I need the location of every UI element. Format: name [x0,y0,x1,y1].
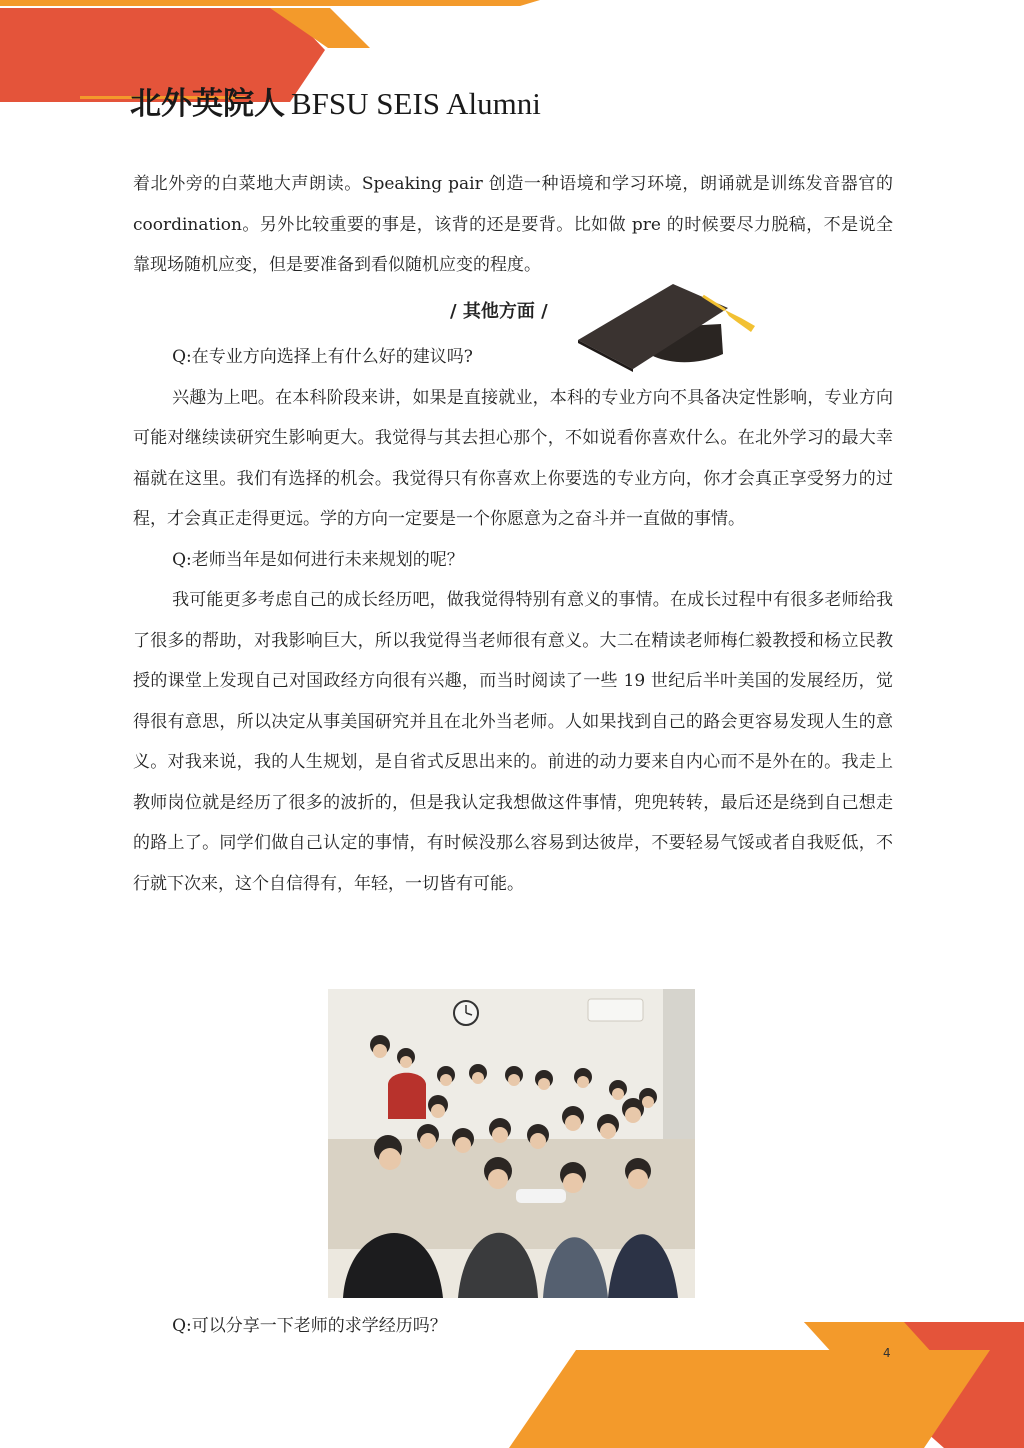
question-2: Q:老师当年是如何进行未来规划的呢？ [172,549,464,570]
paragraph-continued: 着北外旁的白菜地大声朗读。Speaking pair 创造一种语境和学习环境，朗诵就是训练发音器官的 coordination。另外比较重要的事是，该背的还是要背。比如做 pre 的时候要尽力脱稿，不是说全靠现场随机应变，但是要准备到看似随机应变的程度。 [133,174,893,275]
top-text-block [133,164,893,286]
question-3: Q:可以分享一下老师的求学经历吗？ [172,1316,447,1336]
page-number: 4 [883,1346,891,1360]
qa-block [133,337,893,904]
answer-2: 我可能更多考虑自己的成长经历吧，做我觉得特别有意义的事情。在成长过程中有很多老师给我了很多的帮助，对我影响巨大，所以我觉得当老师很有意义。大二在精读老师梅仁毅教授和杨立民教授的课堂上发现自己对国政经方向很有兴趣，而当时阅读了一些 19 世纪后半叶美国的发展经历，觉得很有意思，所以决定从事美国研究并且在北外当老师。人如果找到自己的路会更容易发现人生的意义。对我来说，我的人生规划，是自省式反思出来的。前进的动力要来自内心而不是外在的。我走上教师岗位就是经历了很多的波折的，但是我认定我想做这件事情，兜兜转转，最后还是绕到自己想走的路上了。同学们做自己认定的事情，有时候没那么容易到达彼岸，不要轻易气馁或者自我贬低，不行就下次来，这个自信得有，年轻，一切皆有可能。 [133,590,893,894]
title-chinese: 北外英院人 [130,86,285,121]
class-photo [328,989,695,1298]
title-english: BFSU SEIS Alumni [291,86,541,121]
question-1: Q:在专业方向选择上有什么好的建议吗? [172,347,473,367]
section-heading: / 其他方面 / [450,301,548,322]
bottom-question-block [133,1306,893,1347]
answer-1: 兴趣为上吧。在本科阶段来讲，如果是直接就业，本科的专业方向不具备决定性影响，专业方向可能对继续读研究生影响更大。我觉得与其去担心那个，不如说看你喜欢什么。在北外学习的最大幸福就在这里。我们有选择的机会。我觉得只有你喜欢上你要选的专业方向，你才会真正享受努力的过程，才会真正走得更远。学的方向一定要是一个你愿意为之奋斗并一直做的事情。 [133,387,893,529]
publication-title [130,78,541,123]
